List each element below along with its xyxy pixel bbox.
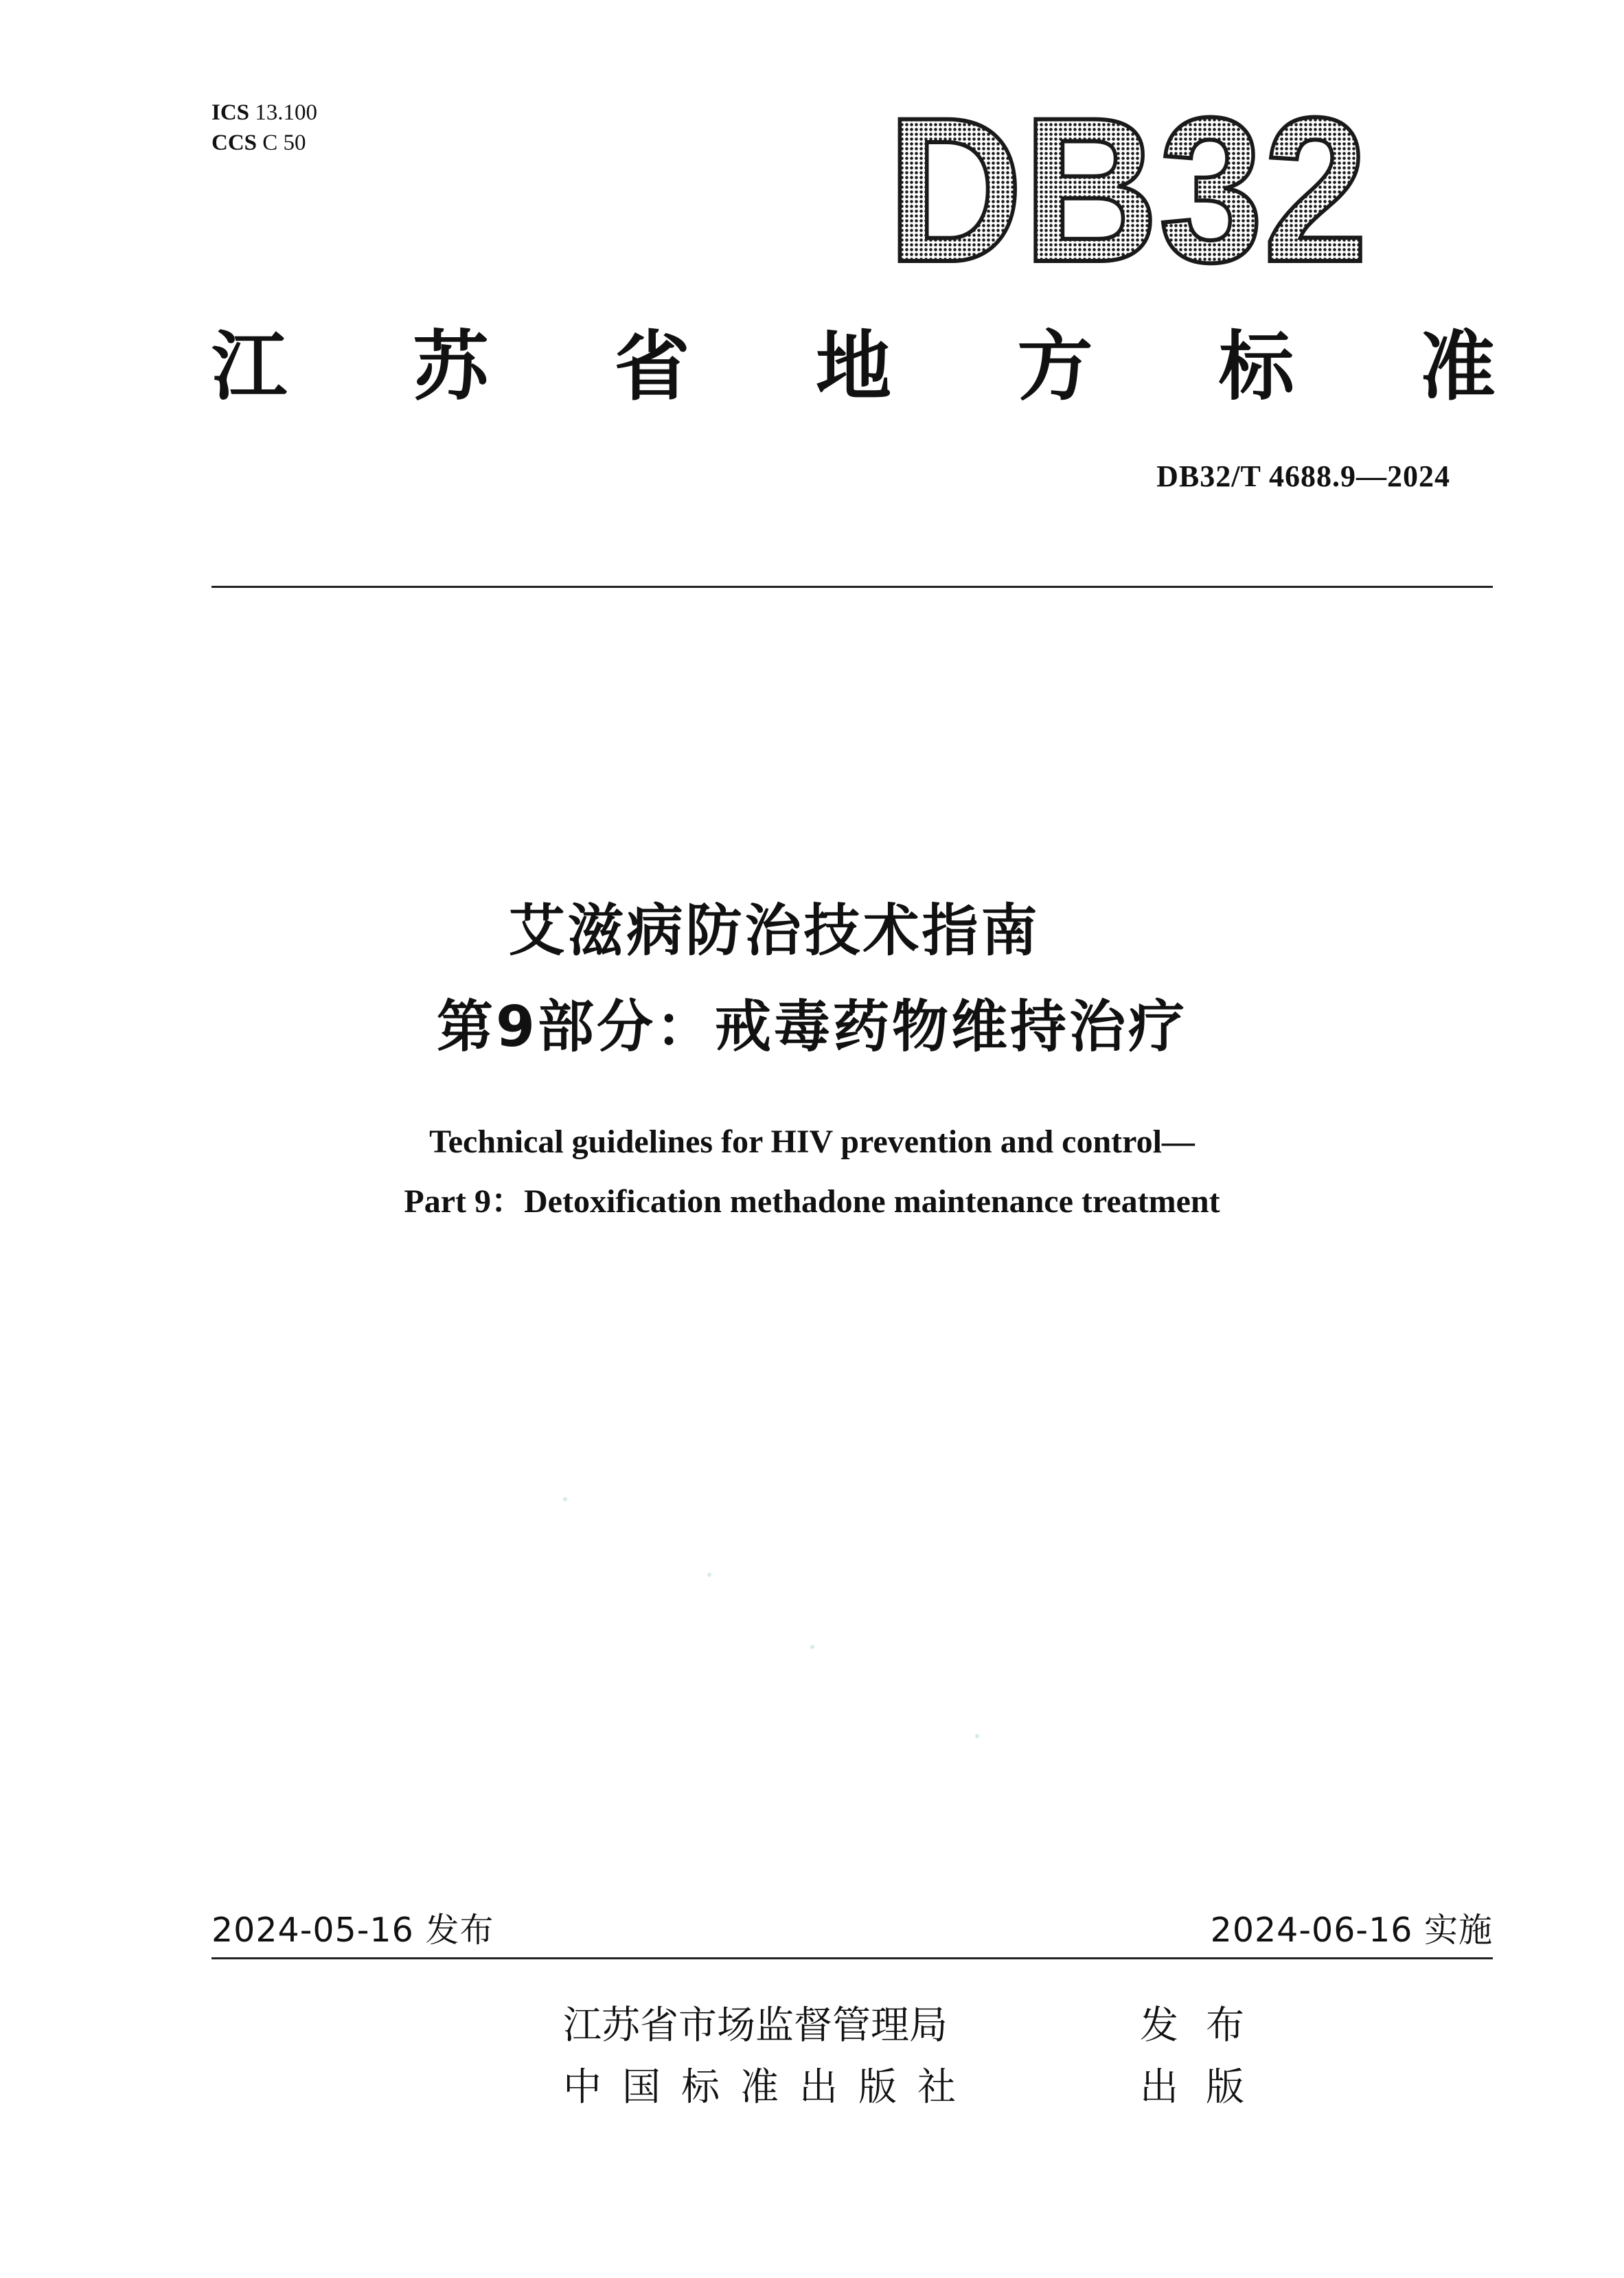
authority-char: 江 [211, 323, 287, 411]
authority-char: 方 [1017, 323, 1093, 411]
authority-char: 省 [614, 323, 690, 411]
authority-char: 苏 [413, 323, 489, 411]
publisher-role: 发布 [1140, 2003, 1272, 2048]
scan-speck [563, 1497, 567, 1501]
authority-char: 地 [815, 323, 891, 411]
scan-speck [975, 1734, 979, 1738]
ccs-row [211, 128, 317, 158]
issue-date: 2024-05-16 发布 [211, 1911, 494, 1950]
authority-title [211, 316, 1496, 411]
authority-char: 准 [1419, 323, 1496, 411]
publisher-role: 出版 [1140, 2065, 1272, 2110]
ics-key: ICS [211, 100, 250, 125]
scan-speck [707, 1573, 711, 1577]
title-zh-line2: 第9部分：戒毒药物维持治疗 [436, 994, 1188, 1060]
ics-row [211, 98, 317, 128]
title-zh-line1: 艾滋病防治技术指南 [508, 898, 1040, 964]
publisher-row [563, 1995, 1272, 2050]
publisher-org: 中国标准出版社 [563, 2065, 976, 2110]
title-en-line1: Technical guidelines for HIV prevention and control— [429, 1124, 1195, 1160]
classification-codes [211, 98, 317, 158]
ccs-value: C 50 [262, 130, 306, 155]
db32-logo [880, 103, 1375, 282]
scan-speck [810, 1645, 814, 1649]
top-divider [211, 586, 1493, 588]
implementation-date: 2024-06-16 实施 [1210, 1911, 1493, 1950]
logo-text: DB32 [887, 103, 1368, 282]
ccs-key: CCS [211, 130, 258, 155]
title-en-line2: Part 9：Detoxification methadone maintenance treatment [404, 1183, 1220, 1220]
publisher-row [563, 2057, 1272, 2112]
ics-value: 13.100 [255, 100, 318, 125]
publisher-org: 江苏省市场监督管理局 [563, 2003, 948, 2048]
standard-number: DB32/T 4688.9—2024 [1156, 459, 1450, 493]
bottom-divider [211, 1957, 1493, 1959]
authority-char: 标 [1218, 323, 1294, 411]
